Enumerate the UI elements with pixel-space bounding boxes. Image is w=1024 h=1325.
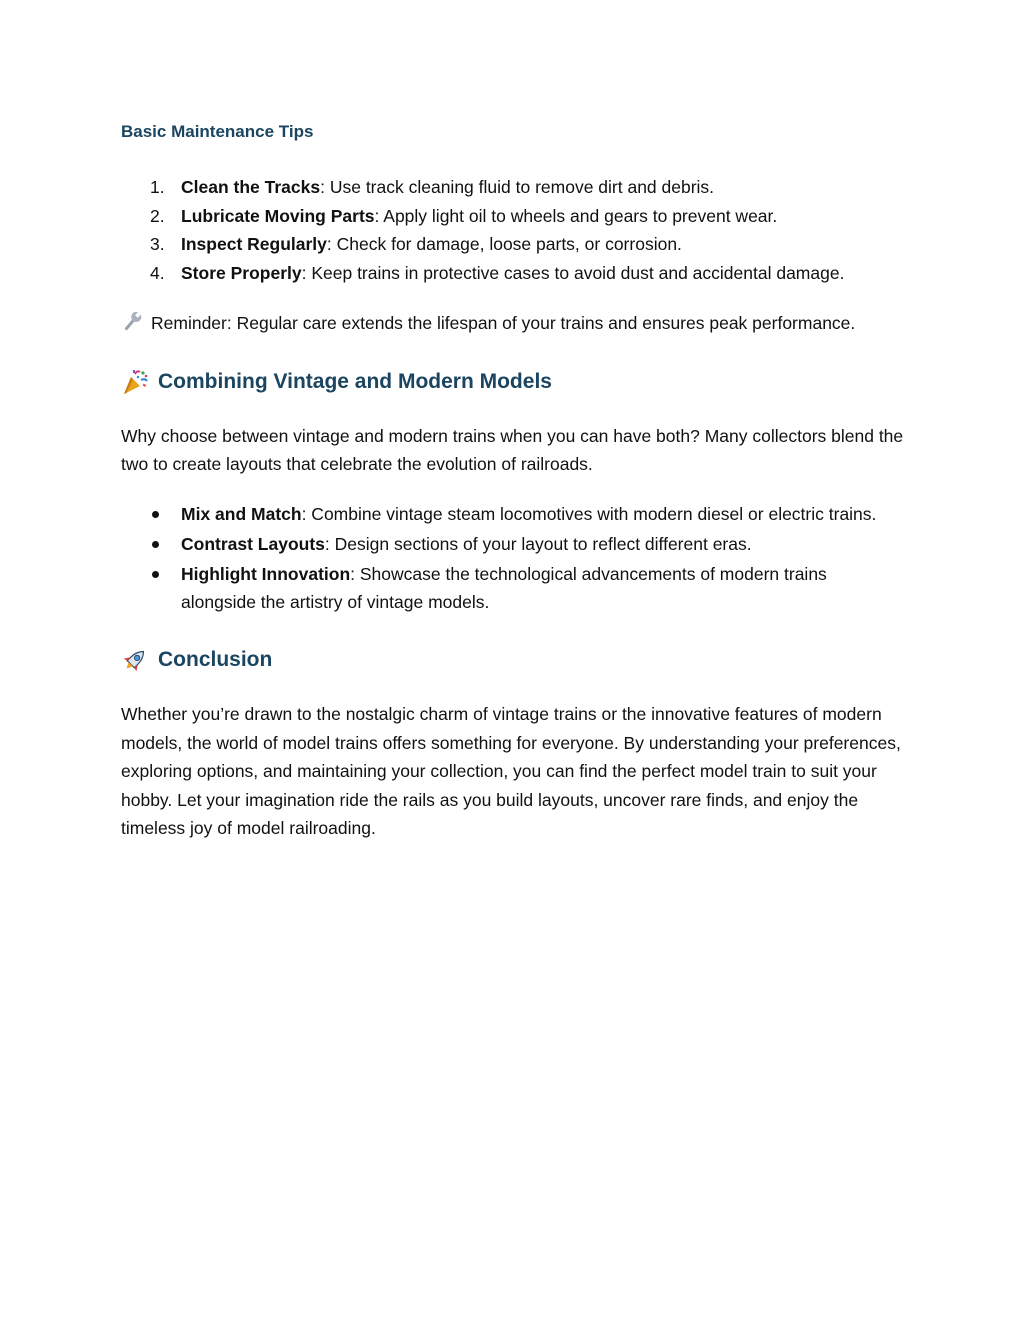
wrench-icon	[121, 312, 143, 332]
list-item	[121, 173, 906, 202]
combining-intro: Why choose between vintage and modern trains when you can have both? Many collectors blend the two to create layouts that celebrate the evolution of railroads.	[121, 425, 904, 474]
list-item	[121, 500, 906, 529]
combining-bullets-list	[121, 500, 906, 617]
list-item-term: Inspect Regularly	[181, 234, 327, 254]
maintenance-steps-list	[121, 173, 906, 287]
list-item-desc: : Use track cleaning fluid to remove dirt and debris.	[320, 177, 715, 197]
list-item-term: Highlight Innovation	[181, 563, 351, 584]
list-item-number: 3.	[150, 234, 165, 254]
list-item-desc: : Check for damage, loose parts, or corrosion.	[326, 234, 682, 254]
list-item	[121, 530, 906, 559]
bullet-dot	[152, 511, 159, 518]
conclusion-body: Whether you’re drawn to the nostalgic charm of vintage trains or the innovative features of modern models, the world of model trains offers something for everyone. By understanding your preferences, exploring options, and maintaining your collection, you can find the perfect model train to suit your hobby. Let your imagination ride the rails as you build layouts, uncover rare finds, and enjoy the timeless joy of model railroading.	[121, 704, 901, 838]
rocket-icon	[121, 646, 149, 674]
reminder-paragraph	[121, 309, 906, 338]
list-item	[121, 560, 906, 617]
list-item	[121, 230, 906, 259]
list-item-number: 2.	[150, 205, 165, 226]
list-item-term: Store Properly	[181, 262, 302, 283]
conclusion-heading	[121, 645, 906, 675]
list-item-desc: : Design sections of your layout to reflect different eras.	[324, 533, 752, 554]
list-item-desc: : Showcase the technological advancements of modern trains alongside the artistry of vintage models.	[181, 563, 827, 612]
list-item-desc: : Apply light oil to wheels and gears to prevent wear.	[374, 205, 778, 226]
bullet-dot	[152, 571, 159, 578]
list-item-number: 1.	[150, 177, 165, 197]
document-content	[121, 118, 906, 843]
party-popper-icon	[121, 368, 149, 396]
list-item-term: Lubricate Moving Parts	[181, 205, 375, 226]
conclusion-heading-text: Conclusion	[158, 648, 273, 671]
bullet-dot	[152, 541, 159, 548]
list-item-desc: : Keep trains in protective cases to avoid dust and accidental damage.	[301, 262, 845, 283]
combining-heading-text: Combining Vintage and Modern Models	[158, 369, 552, 393]
list-item-number: 4.	[150, 262, 165, 283]
reminder-text: Reminder: Regular care extends the lifespan of your trains and ensures peak performance.	[151, 313, 856, 333]
list-item-desc: : Combine vintage steam locomotives with modern diesel or electric trains.	[301, 503, 877, 524]
list-item	[121, 259, 906, 288]
list-item-term: Mix and Match	[181, 503, 302, 524]
maintenance-heading: Basic Maintenance Tips	[121, 122, 314, 141]
list-item	[121, 202, 906, 231]
list-item-term: Contrast Layouts	[181, 533, 325, 554]
list-item-term: Clean the Tracks	[181, 177, 321, 197]
combining-heading	[121, 367, 906, 397]
